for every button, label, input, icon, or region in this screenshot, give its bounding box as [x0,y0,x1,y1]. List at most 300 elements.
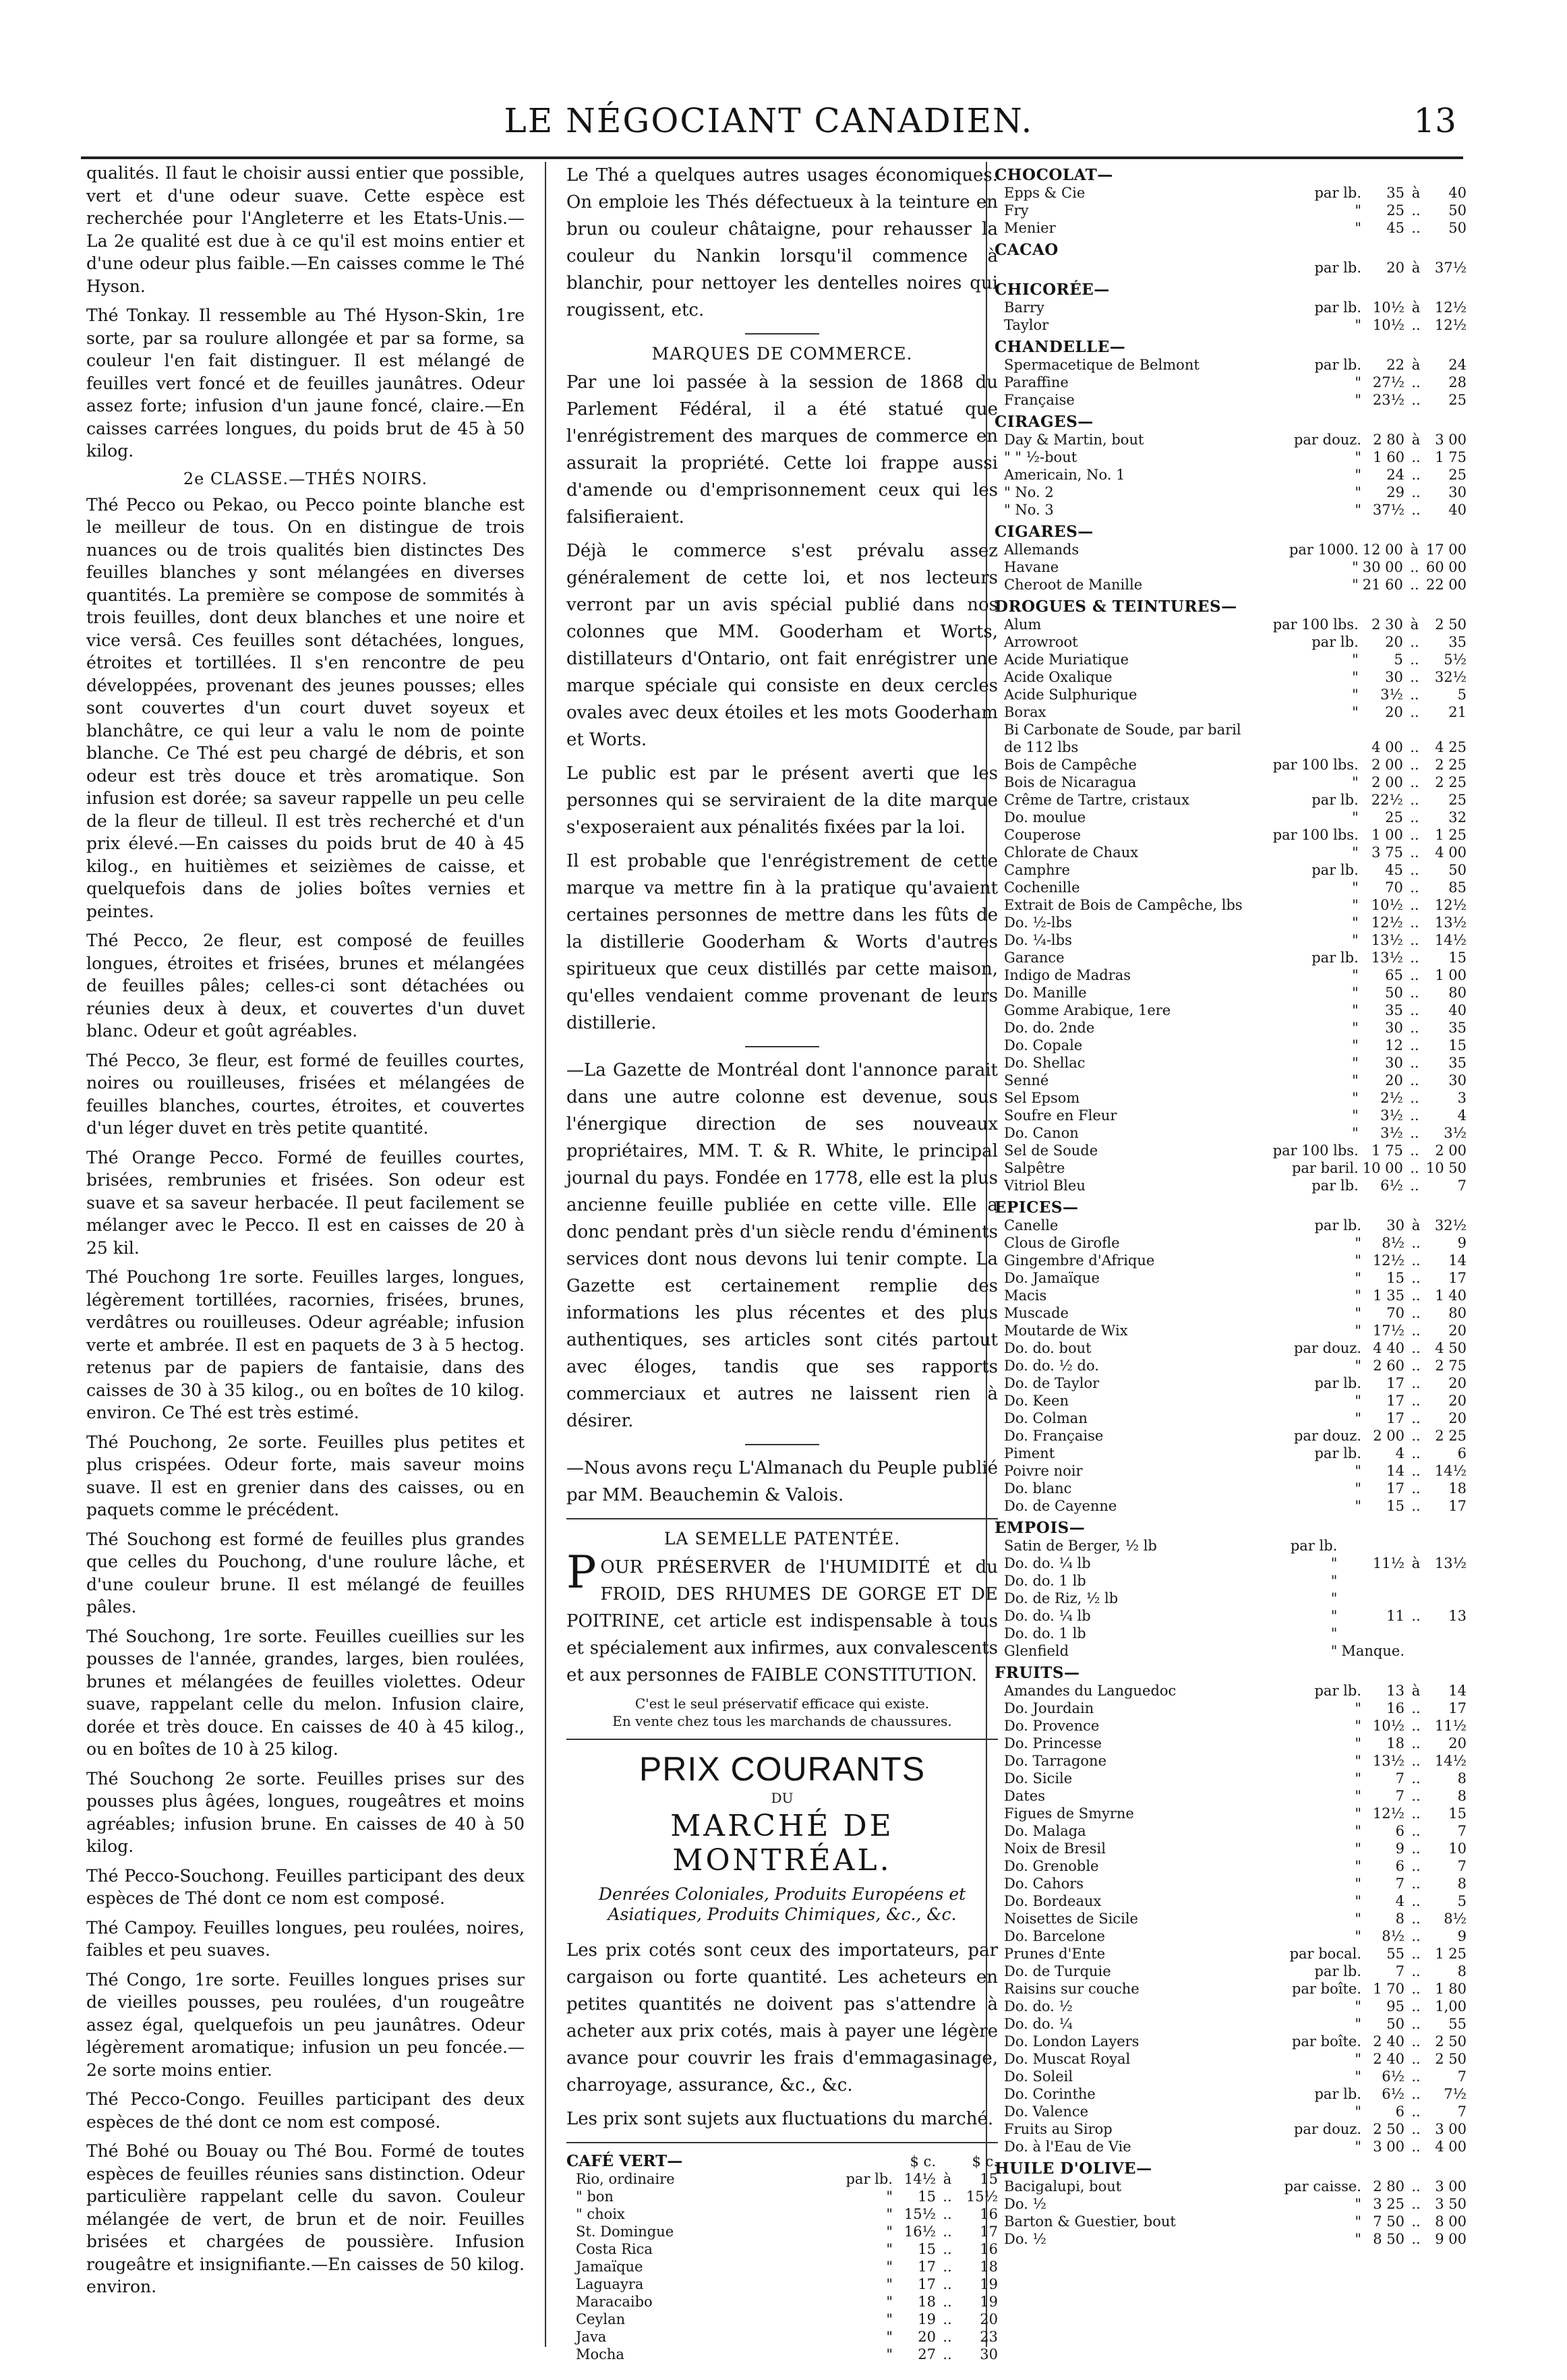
price-row [995,1572,1467,1590]
item-unit: " [886,2346,893,2362]
price-high: 8 00 [1435,2213,1467,2230]
item-name: Do. de Cayenne [1004,1498,1117,1514]
price-low: 10 00 [1362,1160,1403,1176]
item-name: Allemands [1004,542,1080,558]
price-high: 22 00 [1425,577,1467,593]
item-name: Do. Provence [1004,1718,1100,1734]
item-name: Do. ½-lbs [1004,915,1072,931]
price-table [995,299,1467,334]
item-name: Do. Jourdain [1004,1700,1094,1716]
price-low: 15 [1386,1498,1405,1514]
paragraph: Thé Pecco, 3e fleur, est formé de feuilles courtes, noires ou rouilleuses, frisées et mélangées de feuilles blanches, courtes, étroites, et couvertes d'un léger duvet en très petite quantité. [86,1050,525,1138]
price-low: 24 [1386,467,1405,483]
price-sep: .. [1411,1270,1421,1286]
price-sep: .. [1411,1893,1421,1909]
price-high: 2 75 [1435,1358,1467,1374]
price-low: 3 00 [1373,2139,1405,2155]
price-high: 25 [1448,467,1467,483]
price-sep: .. [1411,1235,1421,1251]
paragraph: Thé Congo, 1re sorte. Feuilles longues prises sur de vieilles pousses, peu roulées, d'un rougeâtre assez égal, quelquefois un peu jaunâtres. Odeur légèrement aromatique; infusion un peu foncée.—2e sorte moins entier. [86,1969,525,2080]
price-low: 7 [1395,1963,1405,1979]
item-unit: " [1352,577,1359,593]
price-row [566,2240,998,2258]
price-sep: .. [1411,1946,1421,1962]
item-name: Do. de Riz, ½ lb [1004,1590,1119,1606]
item-name: Crême de Tartre, cristaux [1004,792,1189,808]
price-row [995,686,1467,703]
item-name: Mocha [576,2346,624,2362]
price-row [566,2346,998,2363]
price-sep: .. [943,2276,952,2292]
divider [745,1444,819,1445]
column-tea-descriptions [86,162,525,2340]
item-unit: " [1352,687,1359,703]
price-low: 2 00 [1373,1428,1405,1444]
item-unit: par 100 lbs. [1272,757,1359,773]
price-category-title: EMPOIS— [995,1519,1086,1537]
item-name: Vitriol Bleu [1004,1178,1086,1194]
item-name: Do. de Taylor [1004,1375,1100,1391]
price-row [566,2205,998,2223]
item-unit: " [1355,2103,1361,2120]
price-sep: .. [1411,502,1421,518]
price-sep: .. [1411,1788,1421,1804]
price-row [995,861,1467,879]
price-high: 50 [1448,202,1467,219]
paragraph-almanach: —Nous avons reçu L'Almanach du Peuple publié par MM. Beauchemin & Valois. [566,1458,998,1505]
price-sep: .. [943,2188,952,2205]
price-low: 10½ [1371,897,1403,913]
item-name: Soufre en Fleur [1004,1107,1117,1124]
price-row [995,791,1467,809]
price-row [995,1287,1467,1304]
price-row [995,1998,1467,2015]
price-low: 29 [1386,484,1405,500]
item-name: Do. Canon [1004,1125,1079,1141]
price-low: 23½ [1372,392,1405,408]
paragraph: qualités. Il faut le choisir aussi entier que possible, vert et d'une odeur suave. Cette espèce est recherchée pour l'Angleterre et les Etats-Unis.—La 2e qualité est due à ce qu'il est moins entier et d'une odeur plus faible.—En caisses comme le Thé Hyson. [86,163,525,296]
price-high: 12½ [1434,897,1467,913]
paragraph: Il est probable que l'enrégistrement de cette marque va mettre fin à la pratique qu'avaient certaines personnes de mettre dans les fûts de la distillerie Gooderham & Worts d'autres spiritueux que ceux distillés par cette maison, qu'elles vendaient comme provenant de leurs distillerie. [566,851,998,1033]
price-sep: .. [1411,1823,1421,1839]
price-row [995,1054,1467,1072]
price-high: 6 [1457,1445,1467,1461]
item-unit: par 100 lbs. [1272,827,1359,843]
price-sep [1405,1537,1427,1555]
price-low: 2 80 [1373,2178,1405,2195]
price-low: 14½ [904,2171,936,2187]
price-low: 1 35 [1373,1287,1405,1304]
price-low: 3½ [1380,1107,1403,1124]
item-unit: " [1355,374,1361,390]
price-row [995,1142,1467,1159]
item-name: Do. Grenoble [1004,1858,1099,1874]
item-unit: " [1355,2051,1361,2067]
price-row [995,1607,1467,1625]
price-row [995,1892,1467,1910]
price-low: 17½ [1372,1323,1405,1339]
item-unit: par lb. [1311,634,1359,650]
price-row [995,1752,1467,1770]
price-sep: .. [1411,2178,1421,2195]
item-unit: par lb. [1314,1217,1361,1233]
price-high: 1 25 [1435,827,1467,843]
item-unit: par 100 lbs. [1272,1142,1359,1159]
price-sep: .. [1411,1840,1421,1857]
price-sep: .. [1410,827,1419,843]
price-high: 14 [1448,1252,1467,1269]
item-unit: " [1330,1608,1338,1624]
price-low: 6½ [1380,1178,1403,1194]
price-sep: .. [1411,449,1421,465]
price-sep: .. [1410,634,1419,650]
price-row [995,1269,1467,1287]
item-name: Ceylan [576,2311,626,2327]
price-row [995,1537,1467,1555]
price-high: 3 50 [1435,2196,1467,2212]
item-unit: " [1355,1235,1361,1251]
price-sep: .. [1410,879,1419,896]
item-unit: " [1355,2016,1361,2032]
item-unit: " [1352,1072,1359,1089]
price-low: 7 [1395,1788,1405,1804]
price-row [995,616,1467,633]
price-low: 16½ [904,2224,936,2240]
price-low: 25 [1386,202,1405,219]
item-unit: " [1355,1998,1361,2014]
price-sep: .. [1411,1428,1421,1444]
item-name: Bi Carbonate de Soude, par baril [1004,722,1241,738]
price-category-title: CHANDELLE— [995,338,1126,356]
semelle-ad-text [566,1546,998,1689]
price-low: 37½ [1372,502,1405,518]
price-high: 40 [1448,185,1467,201]
item-name: Extrait de Bois de Campêche, lbs [1004,897,1243,913]
item-name: Chlorate de Chaux [1004,844,1139,861]
item-name: " bon [576,2188,614,2205]
price-high: 15 [1448,950,1467,966]
price-sep: .. [1411,1463,1421,1479]
price-category-title: CIGARES— [995,523,1094,541]
price-low: 30 [1385,669,1403,685]
item-unit: " [1352,1107,1359,1124]
item-name: " No. 2 [1004,484,1054,500]
price-low [1341,1537,1405,1555]
price-high: 10 [1448,1840,1467,1857]
price-row [995,914,1467,931]
price-sep: .. [1410,1002,1419,1018]
price-row [995,259,1467,277]
item-unit: " [1355,1788,1361,1804]
item-unit: " [1352,1002,1359,1018]
price-low: 10½ [1372,1718,1405,1734]
price-row [995,966,1467,984]
price-high: 1 75 [1435,449,1467,465]
item-name: Do. do. 2nde [1004,1020,1095,1036]
item-unit: par lb. [1314,1445,1361,1461]
price-row [995,374,1467,391]
price-low: 20 [1385,634,1403,650]
item-name: Do. Copale [1004,1037,1083,1053]
item-name: Americain, No. 1 [1004,467,1125,483]
price-high: 1 25 [1435,1946,1467,1962]
price-low: 15 [918,2241,936,2257]
price-table [995,1682,1467,2155]
item-unit: " [1355,1805,1361,1822]
price-sep: .. [1411,1608,1421,1624]
price-high: 17 [1448,1498,1467,1514]
price-high: 15 [980,2171,998,2187]
price-category-title: CIRAGES— [995,413,1094,431]
price-sep: .. [1410,792,1419,808]
item-name: Gingembre d'Afrique [1004,1252,1155,1269]
price-sep: .. [1411,2103,1421,2120]
price-row [995,896,1467,914]
price-high: 8 [1457,1963,1467,1979]
price-sep: .. [1410,862,1419,878]
price-row [995,1445,1467,1462]
price-low: 17 [1386,1375,1405,1391]
price-high: 55 [1448,2016,1467,2032]
price-low: 35 [1386,185,1405,201]
item-name [995,259,1280,277]
item-unit: " [1330,1555,1338,1571]
price-low: 6 [1395,1823,1405,1839]
price-low: 2 80 [1373,432,1405,448]
price-low: 20 [1385,1072,1403,1089]
price-sep: .. [1411,1770,1421,1787]
item-unit: " [1355,1410,1361,1426]
price-low: 12½ [1371,915,1403,931]
price-row [995,1875,1467,1892]
price-row [566,2170,998,2188]
price-high: 20 [1448,1410,1467,1426]
item-unit: " [1352,1125,1359,1141]
price-row [995,651,1467,668]
price-sep: .. [943,2206,952,2222]
price-low [1341,1590,1405,1607]
item-name: Do. do. ¼ [1004,2016,1073,2032]
price-sep: .. [1411,2033,1421,2050]
price-row [995,1700,1467,1717]
item-unit: par lb. [1311,1178,1359,1194]
price-row [566,2328,998,2346]
item-unit: " [1330,1573,1338,1589]
price-row [995,2213,1467,2230]
item-name: St. Domingue [576,2224,674,2240]
paragraph: Thé Pecco-Congo. Feuilles participant des deux espèces de thé dont ce nom est composé. [86,2089,525,2132]
item-unit: " [1355,1480,1361,1497]
item-name: Amandes du Languedoc [1004,1683,1177,1699]
price-high: 23 [980,2329,998,2345]
price-sep: à [1411,299,1421,316]
column-price-list [995,162,1467,2340]
price-row [566,2311,998,2328]
price-sep: .. [1411,1876,1421,1892]
column-rule-1 [545,162,546,2347]
price-row [995,576,1467,593]
paragraph: Par une loi passée à la session de 1868 du Parlement Fédéral, il a été statué que l'enrégistrement des marques de commerce en assurait la propriété. Cette loi frappe aussi d'amende ou d'emprisonnement ceux qui les falsifieraient. [566,372,998,527]
item-name: Clous de Girofle [1004,1235,1120,1251]
item-unit: " [1352,1090,1359,1106]
price-high: 17 [1448,1270,1467,1286]
item-unit: " [1352,669,1359,685]
price-row [995,931,1467,949]
item-name: Gomme Arabique, 1ere [1004,1002,1171,1018]
price-low: 16 [1386,1700,1405,1716]
prix-courants-title: PRIX COURANTS [639,1750,926,1788]
item-unit: " [886,2276,893,2292]
price-category-title: EPICES— [995,1198,1079,1217]
price-low: 2 40 [1373,2051,1405,2067]
price-row [995,501,1467,519]
price-row [566,2293,998,2311]
item-name: Française [1004,392,1075,408]
price-row [995,1019,1467,1037]
item-unit: par lb. [1314,2086,1361,2102]
price-low: 30 [1385,1055,1403,1071]
item-name: Acide Oxalique [1004,669,1113,685]
item-unit: par boîte. [1291,2033,1361,2050]
price-high: 17 [1448,1700,1467,1716]
item-name: Do. Princesse [1004,1735,1102,1751]
price-sep: .. [1411,392,1421,408]
item-unit: " [886,2188,893,2205]
price-low: 12 [1385,1037,1403,1053]
price-low: 20 [1385,704,1403,720]
price-low: 27 [918,2346,936,2362]
price-row [995,826,1467,844]
item-unit: par boîte. [1291,1981,1361,1997]
price-sep: .. [1410,1072,1419,1089]
price-sep: .. [1411,202,1421,219]
price-row [995,1927,1467,1945]
price-row [566,2275,998,2293]
price-row [995,1339,1467,1357]
price-row [995,1735,1467,1752]
price-high: 12½ [1434,317,1467,333]
item-unit: par lb. [1314,357,1361,373]
item-name: Camphre [1004,862,1070,878]
price-low: 13½ [1371,950,1403,966]
price-sep: .. [1411,1410,1421,1426]
item-name: Muscade [1004,1305,1069,1321]
price-sep [1405,1625,1427,1642]
page-number: 13 [1413,101,1456,140]
price-sep: .. [1411,1998,1421,2014]
price-low: 1 00 [1371,827,1403,843]
item-unit: " [1352,774,1359,790]
price-low: 20 [1386,260,1405,276]
price-sep: à [1411,1217,1421,1233]
price-sep: .. [1411,1858,1421,1874]
price-sep: .. [1411,467,1421,483]
item-name: Do. do. ¼ lb [1004,1608,1091,1624]
price-row [995,2138,1467,2155]
price-high: 20 [1448,1323,1467,1339]
item-unit: " [1352,967,1359,983]
price-sep: à [1411,260,1421,276]
price-low: 11½ [1372,1555,1405,1571]
price-row [995,1304,1467,1322]
price-sep: .. [1411,1252,1421,1269]
item-unit: " [1352,985,1359,1001]
item-name: Do. Colman [1004,1410,1088,1426]
item-name: Do. do. bout [1004,1340,1092,1356]
column-news [566,162,998,2362]
price-sep: .. [1411,1700,1421,1716]
price-sections [995,166,1467,2248]
price-row [995,809,1467,826]
price-row [995,1590,1467,1607]
item-unit: " [1355,1718,1361,1734]
item-unit: " [1352,1037,1359,1053]
item-name: Fry [1004,202,1029,219]
item-unit [1273,721,1363,738]
price-row [995,1107,1467,1124]
price-sep: .. [1410,559,1419,575]
price-high: 5½ [1444,651,1467,668]
cafe-header-row [566,2153,998,2170]
price-sep: .. [1410,1107,1419,1124]
price-sep: .. [1410,915,1419,931]
paragraph: Thé Pecco-Souchong. Feuilles participant des deux espèces de Thé dont ce nom est composé. [86,1865,525,1908]
price-row [995,1625,1467,1642]
paragraph: Thé Pouchong, 2e sorte. Feuilles plus petites et plus crispées. Odeur forte, mais saveur moins suave. Il est en grenier dans des caisses, ou en paquets comme le précédent. [86,1432,525,1519]
price-sep: .. [1411,1753,1421,1769]
price-high: 4 [1457,1107,1467,1124]
price-high: 2 00 [1435,1142,1467,1159]
item-unit: par lb. [1290,1538,1338,1554]
item-unit: " [1355,1823,1361,1839]
price-row [995,1037,1467,1054]
price-sep: à [1411,1683,1421,1699]
price-low: 17 [918,2276,936,2292]
price-row [995,1252,1467,1269]
price-row [995,1427,1467,1445]
item-unit: " [1355,1840,1361,1857]
price-category-title: CHOCOLAT— [995,166,1113,184]
price-sep: .. [1411,2016,1421,2032]
price-row [995,633,1467,651]
item-unit: par lb. [1314,185,1361,201]
item-name: Do. do. ½ do. [1004,1358,1099,1374]
item-name: Do. ½ [1004,2196,1046,2212]
price-low [1341,1625,1405,1642]
price-sep: .. [1410,1160,1419,1176]
price-row [995,1072,1467,1089]
price-low: 12½ [1372,1252,1405,1269]
price-row [995,844,1467,861]
item-unit: " [1355,392,1361,408]
price-high: 18 [1448,1480,1467,1497]
price-high: 7 [1457,1858,1467,1874]
price-high: 32½ [1434,1217,1467,1233]
price-row [995,738,1467,756]
item-name: Acide Sulphurique [1004,687,1137,703]
item-name: Do. à l'Eau de Vie [1004,2139,1131,2155]
price-sep: .. [1411,317,1421,333]
price-high: 80 [1448,985,1467,1001]
price-sep: .. [1410,739,1419,755]
price-high: 7 [1457,2068,1467,2085]
item-unit: " [1355,2139,1361,2155]
price-high [1426,721,1467,738]
price-high: 4 50 [1435,1340,1467,1356]
price-row [995,949,1467,966]
paragraph: Thé Souchong 2e sorte. Feuilles prises sur des pousses plus âgées, longues, rougeâtres et moins agréables; infusion brune. En caisses de 40 à 50 kilog. [86,1768,525,1856]
price-high: 15 [1448,1805,1467,1822]
